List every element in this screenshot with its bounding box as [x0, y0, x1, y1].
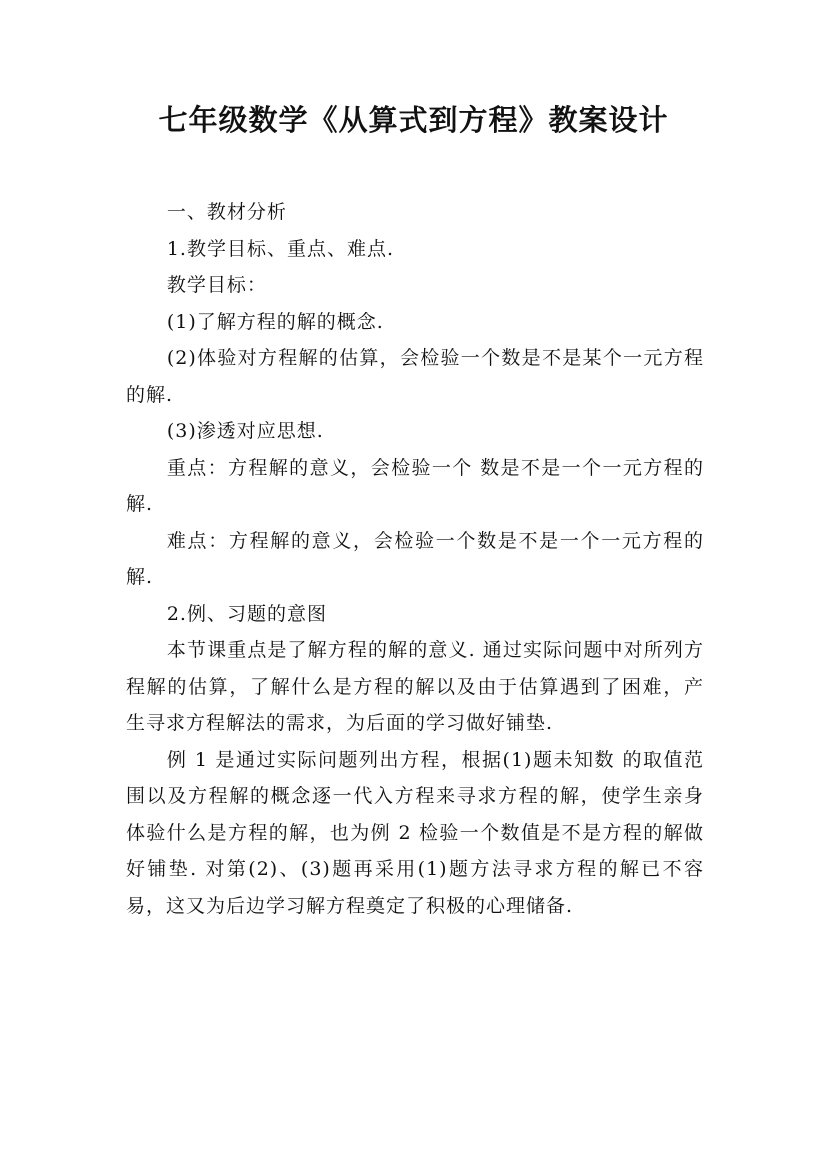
goal-item-1: (1)了解方程的解的概念. — [166, 310, 384, 333]
document-body — [126, 194, 704, 924]
key-point-paragraph: 重点：方程解的意义，会检验一个 数是不是一个一元方程的解. — [126, 456, 704, 515]
body-paragraph: 例 1 是通过实际问题列出方程，根据(1)题未知数 的取值范围以及方程解的概念逐一代入方程来寻求方程的解，使学生亲身体验什么是方程的解，也为例 2 检验一个数值是不是方程的解做好铺垫. 对第(2)、(3)题再采用(1)题方法寻求方程的解已不容易，这又为后边学习解方程奠定了积极的心理储备. — [126, 748, 704, 917]
body-paragraph: 本节课重点是了解方程的解的意义. 通过实际问题中对所列方程解的估算，了解什么是方程的解以及由于估算遇到了困难，产生寻求方程解法的需求，为后面的学习做好铺垫. — [126, 639, 704, 734]
goal-item-2: (2)体验对方程解的估算，会检验一个数是不是某个一元方程的解. — [126, 347, 704, 406]
subsection-heading-examples: 2.例、习题的意图 — [166, 602, 327, 625]
goals-label: 教学目标： — [166, 274, 267, 296]
subsection-heading-goals: 1.教学目标、重点、难点. — [166, 237, 395, 260]
difficulty-paragraph: 难点：方程解的意义，会检验一个数是不是一个一元方程的解. — [126, 529, 704, 588]
goal-item-3: (3)渗透对应思想. — [166, 420, 324, 442]
document-title: 七年级数学《从算式到方程》教案设计 — [158, 103, 669, 137]
section-heading-textbook-analysis: 一、教材分析 — [166, 201, 287, 223]
